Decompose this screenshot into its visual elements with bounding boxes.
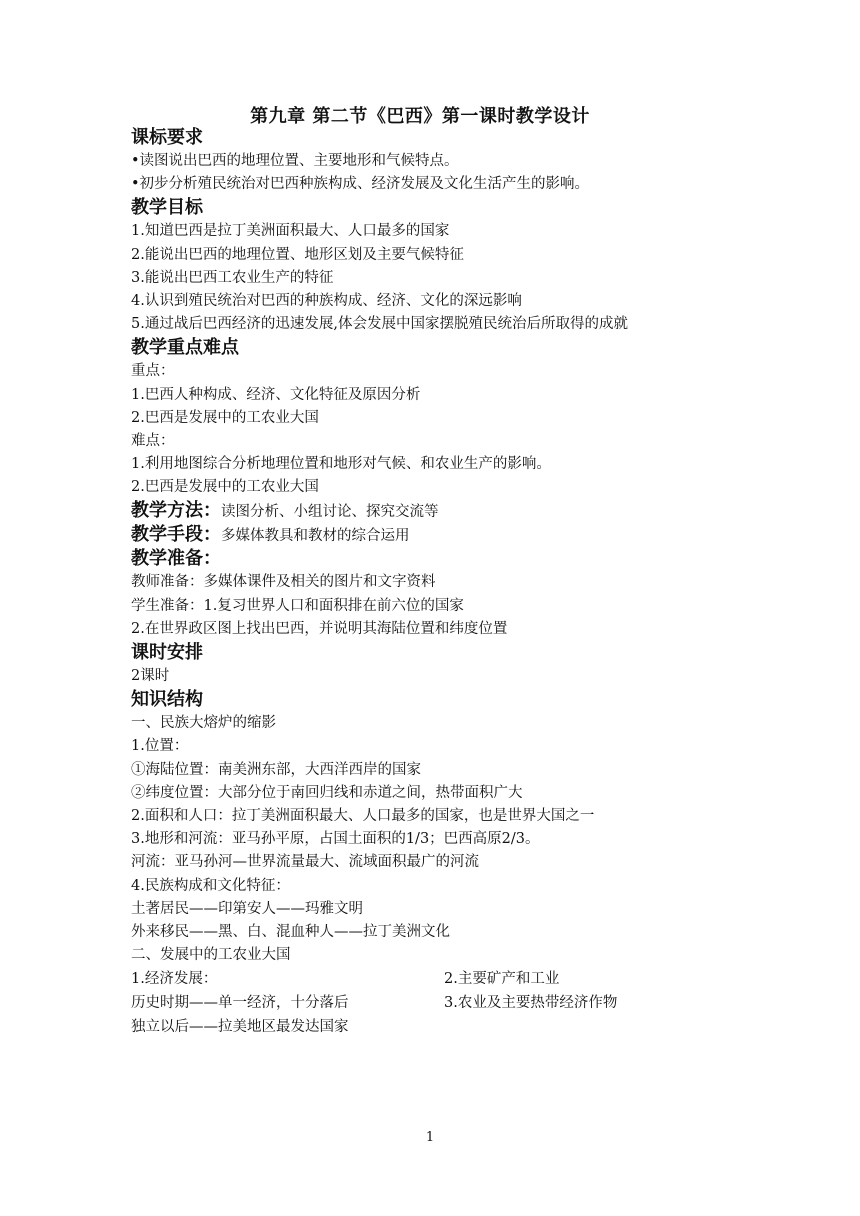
text-line: 3.农业及主要热带经济作物 bbox=[444, 995, 618, 1012]
document-title: 第九章 第二节《巴西》第一课时教学设计 bbox=[250, 106, 590, 127]
section-heading-kebiao: 课标要求 bbox=[131, 127, 203, 148]
teaching-method-label: 教学方法： bbox=[131, 500, 221, 522]
text-line: 3.能说出巴西工农业生产的特征 bbox=[131, 269, 334, 286]
teaching-means-text: 多媒体教具和教材的综合运用 bbox=[221, 528, 410, 545]
document-body bbox=[131, 126, 771, 1039]
text-line: ①海陆位置：南美洲东部，大西洋西岸的国家 bbox=[131, 761, 421, 778]
text-line: 4.民族构成和文化特征： bbox=[131, 877, 290, 894]
text-line: 1.巴西人种构成、经济、文化特征及原因分析 bbox=[131, 386, 421, 403]
text-line: 学生准备：1.复习世界人口和面积排在前六位的国家 bbox=[131, 597, 464, 614]
teaching-method-text: 读图分析、小组讨论、探究交流等 bbox=[221, 504, 439, 521]
text-line: 历史时期——单一经济，十分落后 bbox=[131, 995, 349, 1012]
text-line: 2.巴西是发展中的工农业大国 bbox=[131, 479, 319, 496]
text-line: 二、发展中的工农业大国 bbox=[131, 947, 291, 964]
text-line: 1.利用地图综合分析地理位置和地形对气候、和农业生产的影响。 bbox=[131, 456, 551, 473]
teaching-method-line bbox=[131, 499, 771, 523]
section-heading-zhunbei: 教学准备： bbox=[131, 548, 221, 570]
text-line: •读图说出巴西的地理位置、主要地形和气候特点。 bbox=[131, 153, 459, 169]
text-line: 2.主要矿产和工业 bbox=[444, 971, 560, 988]
text-line: 1.知道巴西是拉丁美洲面积最大、人口最多的国家 bbox=[131, 223, 450, 240]
right-column bbox=[444, 967, 744, 1015]
section-heading-zhongnan: 教学重点难点 bbox=[131, 337, 239, 359]
text-line: 2.巴西是发展中的工农业大国 bbox=[131, 409, 319, 426]
text-line: 2课时 bbox=[131, 668, 170, 684]
text-line: 1.位置： bbox=[131, 738, 189, 755]
text-line: 难点： bbox=[131, 432, 175, 449]
text-line: 重点： bbox=[131, 363, 175, 380]
text-line: 外来移民——黑、白、混血种人——拉丁美洲文化 bbox=[131, 923, 450, 940]
text-line: 教师准备：多媒体课件及相关的图片和文字资料 bbox=[131, 574, 436, 591]
text-line: ②纬度位置：大部分位于南回归线和赤道之间，热带面积广大 bbox=[131, 784, 523, 801]
section-heading-anpai: 课时安排 bbox=[131, 642, 203, 663]
text-line: 河流：亚马孙河—世界流量最大、流域面积最广的河流 bbox=[131, 854, 479, 871]
text-line: 3.地形和河流：亚马孙平原，占国土面积的1/3；巴西高原2/3。 bbox=[131, 831, 540, 848]
page-number: 1 bbox=[425, 1130, 435, 1145]
text-line: 土著居民——印第安人——玛雅文明 bbox=[131, 900, 363, 917]
text-line: 2.能说出巴西的地理位置、地形区划及主要气候特征 bbox=[131, 246, 464, 263]
two-column-block bbox=[131, 967, 771, 1039]
text-line: 4.认识到殖民统治对巴西的种族构成、经济、文化的深远影响 bbox=[131, 292, 522, 309]
text-line: 独立以后——拉美地区最发达国家 bbox=[131, 1019, 349, 1036]
text-line: 5.通过战后巴西经济的迅速发展,体会发展中国家摆脱殖民统治后所取得的成就 bbox=[131, 316, 628, 333]
text-line: 2.在世界政区图上找出巴西，并说明其海陆位置和纬度位置 bbox=[131, 620, 508, 637]
teaching-means-label: 教学手段： bbox=[131, 524, 221, 546]
left-column bbox=[131, 967, 441, 1039]
text-line: 一、民族大熔炉的缩影 bbox=[131, 715, 276, 732]
section-heading-mubiao: 教学目标 bbox=[131, 197, 203, 219]
text-line: •初步分析殖民统治对巴西种族构成、经济发展及文化生活产生的影响。 bbox=[131, 176, 590, 193]
teaching-means-line bbox=[131, 523, 771, 547]
section-heading-jiegou: 知识结构 bbox=[131, 689, 203, 711]
text-line: 2.面积和人口：拉丁美洲面积最大、人口最多的国家，也是世界大国之一 bbox=[131, 807, 595, 824]
text-line: 1.经济发展： bbox=[131, 971, 218, 988]
